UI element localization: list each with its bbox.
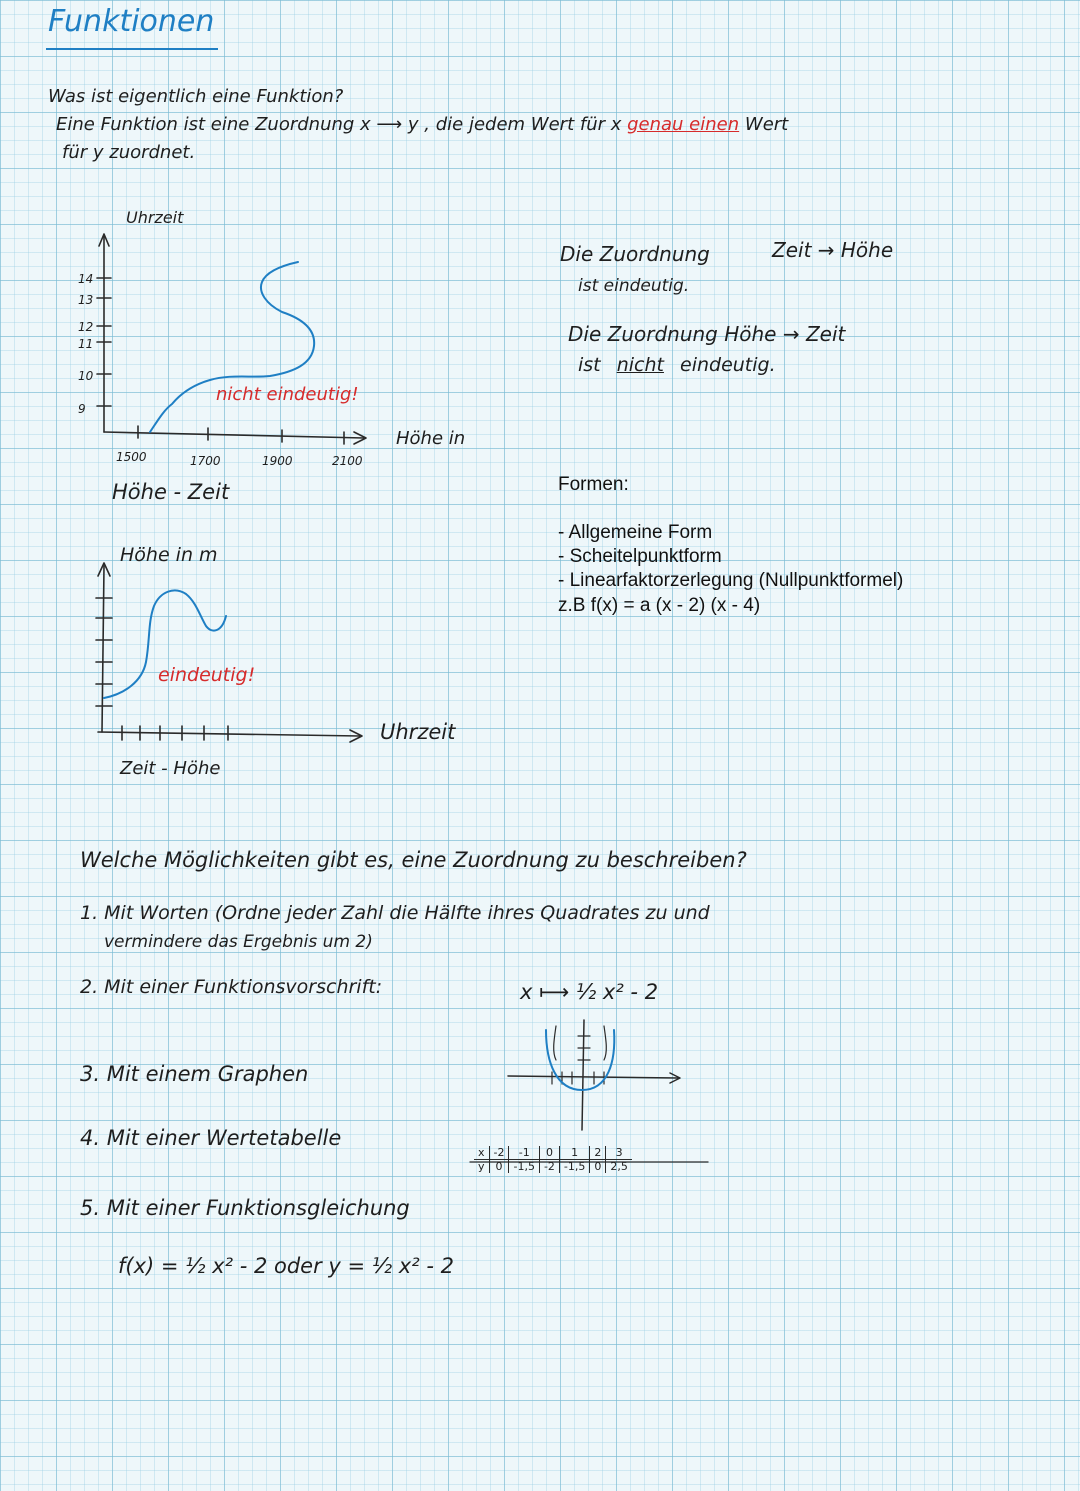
forms-item: - Allgemeine Form bbox=[558, 522, 713, 543]
parabola-sketch bbox=[508, 1020, 680, 1130]
method-5: 5. Mit einer Funktionsgleichung bbox=[80, 1196, 410, 1220]
graph2-axes bbox=[96, 563, 362, 742]
graph1-curve bbox=[150, 262, 314, 432]
question-text: Was ist eigentlich eine Funktion? bbox=[48, 86, 344, 107]
value-table-cell: -2 bbox=[489, 1146, 509, 1160]
graph1-caption: Höhe - Zeit bbox=[112, 480, 230, 504]
graph1-x-tick: 2100 bbox=[332, 454, 363, 468]
value-table-cell: x bbox=[474, 1146, 489, 1160]
value-table-cell: 3 bbox=[606, 1146, 632, 1160]
method-2-rule: x ⟼ ½ x² - 2 bbox=[520, 980, 659, 1004]
definition-part-2: Wert bbox=[744, 114, 789, 135]
statement-1-a: Die Zuordnung bbox=[560, 242, 710, 266]
method-1-line-1: 1. Mit Worten (Ordne jeder Zahl die Hälfte ihres Quadrates zu und bbox=[80, 902, 710, 924]
graph1-y-tick: 10 bbox=[78, 369, 94, 383]
forms-heading: Formen: bbox=[558, 474, 629, 495]
statement-2-b: ist bbox=[578, 354, 601, 376]
method-5-equation: f(x) = ½ x² - 2 oder y = ½ x² - 2 bbox=[118, 1254, 454, 1278]
page-title: Funktionen bbox=[48, 4, 215, 39]
statement-2-d: eindeutig. bbox=[680, 354, 776, 376]
graph2-curve bbox=[104, 590, 226, 698]
graph1-axes bbox=[97, 234, 366, 444]
value-table-cell: y bbox=[478, 1160, 485, 1173]
graph1-y-tick: 11 bbox=[78, 337, 94, 351]
value-table-cell: -1,5 bbox=[559, 1160, 589, 1174]
method-3: 3. Mit einem Graphen bbox=[80, 1062, 309, 1086]
statement-2-c: nicht bbox=[616, 354, 664, 376]
statement-2-a: Die Zuordnung Höhe → Zeit bbox=[568, 322, 846, 346]
graph1-y-tick: 9 bbox=[78, 402, 86, 416]
forms-item: - Linearfaktorzerlegung (Nullpunktformel) bbox=[558, 570, 904, 591]
graph2-note: eindeutig! bbox=[158, 664, 256, 686]
graph1-y-tick: 13 bbox=[78, 293, 94, 307]
value-table-cell: 2,5 bbox=[606, 1160, 632, 1174]
method-2: 2. Mit einer Funktionsvorschrift: bbox=[80, 976, 383, 998]
definition-line-2: für y zuordnet. bbox=[62, 142, 196, 163]
methods-question: Welche Möglichkeiten gibt es, eine Zuordnung zu beschreiben? bbox=[80, 848, 747, 872]
forms-item: z.B f(x) = a (x - 2) (x - 4) bbox=[558, 595, 761, 616]
value-table-cell: -1,5 bbox=[509, 1160, 539, 1174]
graph2-y-label: Höhe in m bbox=[120, 544, 218, 566]
graph1-y-label: Uhrzeit bbox=[126, 208, 184, 227]
graph1-x-tick: 1500 bbox=[116, 450, 147, 464]
value-table-cell: 1 bbox=[559, 1146, 589, 1160]
method-1-line-2: vermindere das Ergebnis um 2) bbox=[104, 932, 373, 952]
value-table-cell: 0 bbox=[489, 1160, 509, 1174]
forms-item: - Scheitelpunktform bbox=[558, 546, 722, 567]
graph1-y-tick: 14 bbox=[78, 272, 94, 286]
graph1-y-tick: 12 bbox=[78, 320, 94, 334]
graph1-x-tick: 1900 bbox=[262, 454, 293, 468]
value-table-cell: -1 bbox=[509, 1146, 539, 1160]
graph1-x-tick: 1700 bbox=[190, 454, 221, 468]
value-table-cell: -2 bbox=[539, 1160, 559, 1174]
value-table-cell: 0 bbox=[590, 1160, 606, 1174]
value-table-cell: 2 bbox=[590, 1146, 606, 1160]
definition-highlight: genau einen bbox=[627, 114, 740, 135]
graph2-x-label: Uhrzeit bbox=[380, 720, 456, 744]
graph1-x-label: Höhe in bbox=[396, 428, 466, 449]
method-4: 4. Mit einer Wertetabelle bbox=[80, 1126, 342, 1150]
statement-1-b: Zeit → Höhe bbox=[772, 238, 894, 262]
definition-part-1: Eine Funktion ist eine Zuordnung x ⟶ y , die jedem Wert für x bbox=[56, 114, 622, 135]
statement-1-c: ist eindeutig. bbox=[578, 276, 690, 296]
value-table-cell: 0 bbox=[539, 1146, 559, 1160]
graph1-note: nicht eindeutig! bbox=[216, 384, 359, 405]
graph2-caption: Zeit - Höhe bbox=[120, 758, 221, 779]
